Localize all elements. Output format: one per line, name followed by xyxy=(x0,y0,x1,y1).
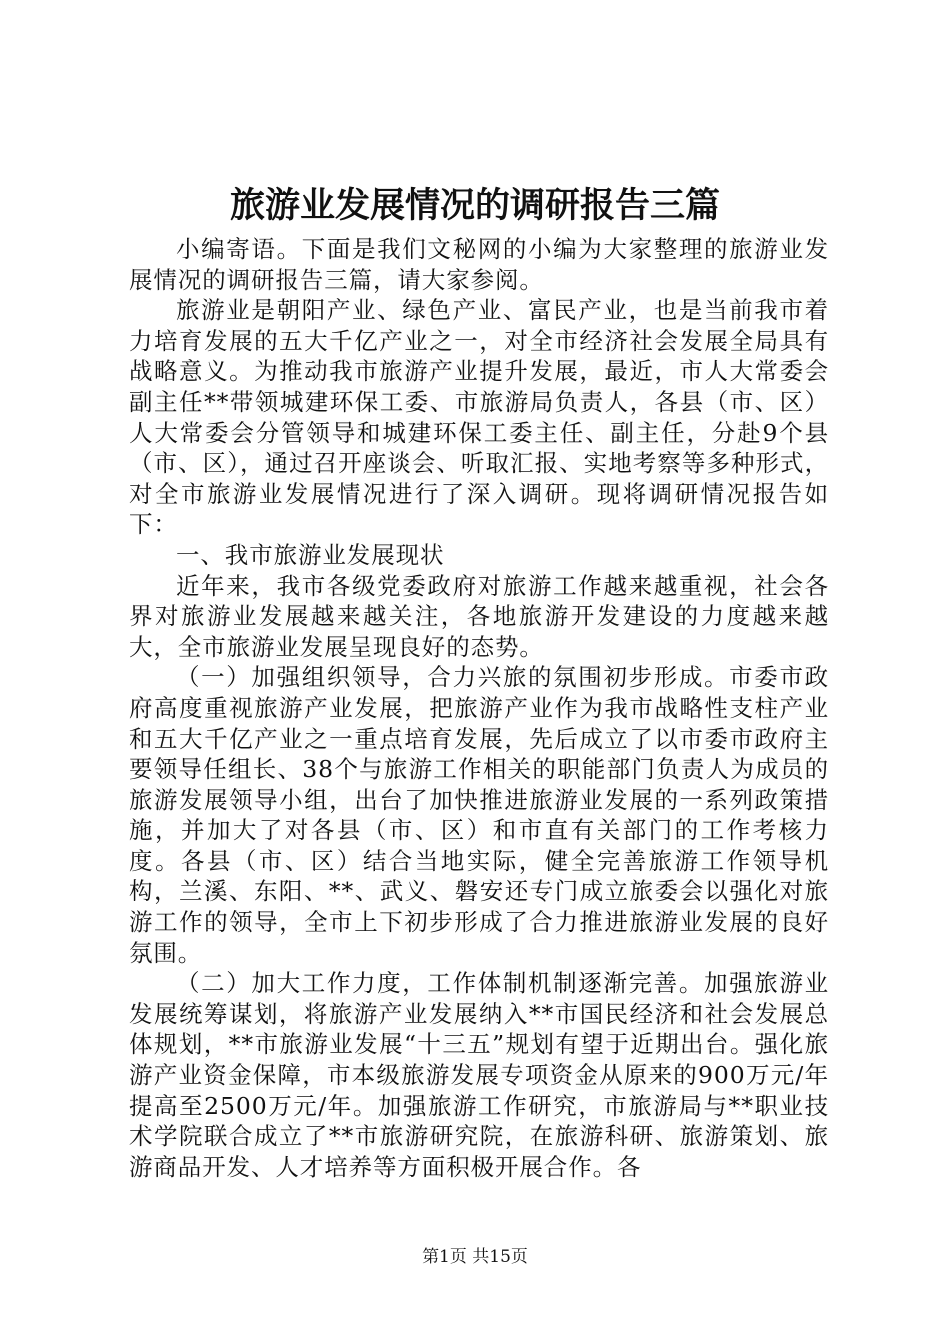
page-number-footer: 第1页 共15页 xyxy=(422,1247,528,1267)
paragraph-overview: 旅游业是朝阳产业、绿色产业、富民产业，也是当前我市着力培育发展的五大千亿产业之一，对全市经济社会发展全局具有战略意义。为推动我市旅游产业提升发展，最近，市人大常委会副主任**带领城建环保工委、市旅游局负责人，各县（市、区）人大常委会分管领导和城建环保工委主任、副主任，分赴9个县（市、区），通过召开座谈会、听取汇报、实地考察等多种形式，对全市旅游业发展情况进行了深入调研。现将调研情况报告如下： xyxy=(129,296,829,539)
document-title: 旅游业发展情况的调研报告三篇 xyxy=(229,185,720,226)
document-body xyxy=(129,234,829,1182)
section-heading: 一、我市旅游业发展现状 xyxy=(176,540,445,569)
paragraph-intro: 小编寄语。下面是我们文秘网的小编为大家整理的旅游业发展情况的调研报告三篇，请大家参阅。 xyxy=(129,235,829,294)
paragraph-status: 近年来，我市各级党委政府对旅游工作越来越重视，社会各界对旅游业发展越来越关注，各地旅游开发建设的力度越来越大，全市旅游业发展呈现良好的态势。 xyxy=(129,571,829,661)
paragraph-organization: （一）加强组织领导，合力兴旅的氛围初步形成。市委市政府高度重视旅游产业发展，把旅游产业作为我市战略性支柱产业和五大千亿产业之一重点培育发展，先后成立了以市委市政府主要领导任组长、38个与旅游工作相关的职能部门负责人为成员的旅游发展领导小组，出台了加快推进旅游业发展的一系列政策措施，并加大了对各县（市、区）和市直有关部门的工作考核力度。各县（市、区）结合当地实际，健全完善旅游工作领导机构，兰溪、东阳、**、武义、磐安还专门成立旅委会以强化对旅游工作的领导，全市上下初步形成了合力推进旅游业发展的良好氛围。 xyxy=(129,663,829,967)
paragraph-mechanism: （二）加大工作力度，工作体制机制逐渐完善。加强旅游业发展统筹谋划，将旅游产业发展纳入**市国民经济和社会发展总体规划，**市旅游业发展“十三五”规划有望于近期出台。强化旅游产业资金保障，市本级旅游发展专项资金从原来的900万元/年提高至2500万元/年。加强旅游工作研究，市旅游局与**职业技术学院联合成立了**市旅游研究院，在旅游科研、旅游策划、旅游商品开发、人才培养等方面积极开展合作。各 xyxy=(129,969,829,1181)
